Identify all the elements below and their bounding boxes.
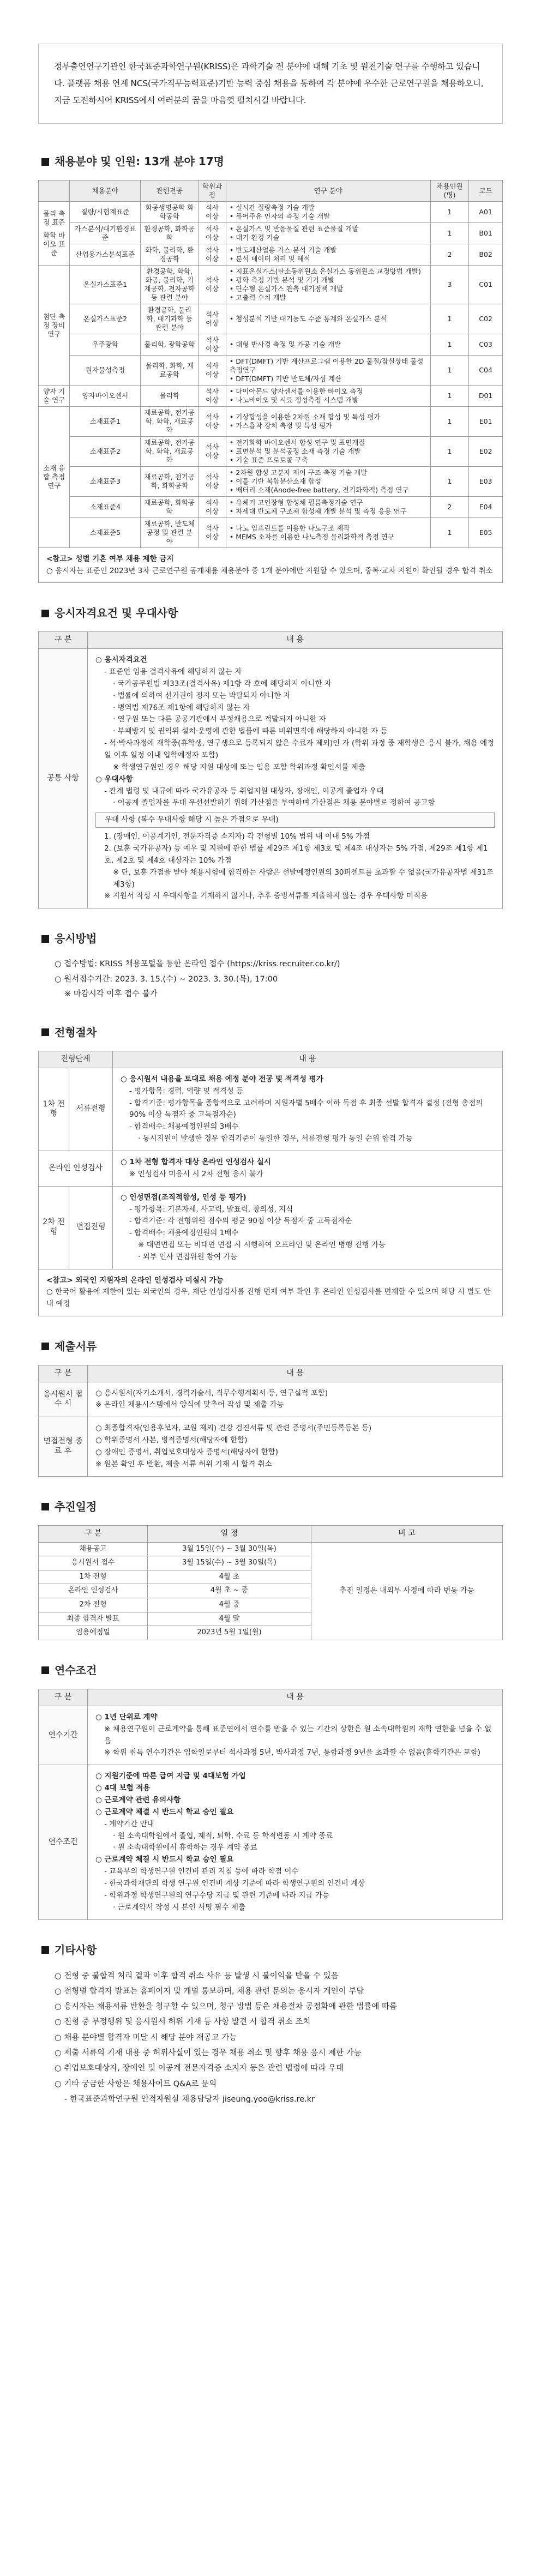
table-row	[39, 407, 503, 437]
major-cell: 환경공학, 물리학, 대기과학 등 관련 분야	[141, 304, 199, 334]
group-label-cell	[39, 407, 70, 548]
major-cell: 물리학	[141, 386, 199, 407]
schedule-header	[39, 1525, 503, 1542]
group-label-cell	[39, 202, 70, 266]
process-note-title: <참고> 외국인 지원자의 온라인 인성검사 미실시 가능	[46, 1275, 224, 1285]
count-cell: 2	[430, 244, 469, 266]
stage-line: · 외부 인사 면접위원 참여 가능	[138, 1253, 238, 1261]
conditions-line: · 원 소속대학원에서 휴학하는 경우 계약 종료	[113, 1843, 257, 1852]
etc-line: ○ 전형 중 부정행위 및 응시원서 허위 기재 등 사항 발견 시 합격 취소 조치	[55, 2018, 311, 2027]
conditions-line: - 학위과정 학생연구원의 연구수당 지급 및 관련 기준에 따라 지급 가능	[104, 1891, 329, 1900]
table-row	[39, 223, 503, 244]
conditions-line: - 한국과학재단의 학생 연구원 인건비 계상 기준에 따라 학생연구원의 인건비 계상	[104, 1879, 365, 1888]
code-cell: C03	[469, 334, 503, 356]
major-cell: 환경공학, 화학, 화공, 물리학, 기계공학, 전자공학 등 관련 분야	[141, 266, 199, 304]
conditions-line: ※ 채용연구원이 근로계약을 통해 표준연에서 연수를 받을 수 있는 기간의 상한은 원 소속대학원의 재학 연한을 넘을 수 없음	[104, 1724, 492, 1746]
stage-line: - 합격배수: 채용예정인원의 1배수	[129, 1229, 239, 1238]
section-title-process	[41, 1024, 503, 1041]
qualifications-table	[38, 631, 503, 908]
schedule-table	[38, 1525, 503, 1640]
table-row	[39, 497, 503, 518]
process-row	[39, 1151, 503, 1186]
group-label: 물리 측정 표준	[43, 209, 65, 226]
etc-line: - 한국표준과학연구원 인적자원실 채용담당자 jiseung.yoo@kriss.re.kr	[64, 2094, 315, 2104]
degree-cell: 석사 이상	[199, 202, 226, 223]
code-cell: C01	[469, 266, 503, 304]
section-title-apply	[41, 930, 503, 947]
section-title-etc	[41, 1942, 503, 1959]
documents-header-content: 내 용	[88, 1365, 503, 1382]
section-title-documents	[41, 1338, 503, 1355]
qualification-line: ※ 지원서 작성 시 우대사항을 기재하지 않거나, 추후 증빙서류를 제출하지 않는 경우 우대사항 미적용	[104, 892, 428, 901]
apply-method-list	[38, 957, 503, 1002]
process-note	[38, 1269, 503, 1316]
stage-content	[113, 1068, 503, 1151]
stage-line: - 합격기준: 각 전형위원 점수의 평균 90점 이상 득점자 중 고득점자순	[129, 1217, 352, 1226]
schedule-header-remark: 비 고	[311, 1525, 503, 1542]
qualification-line: ○ 우대사항	[95, 774, 133, 784]
group-label-cell	[39, 386, 70, 407]
square-bullet-icon	[41, 1028, 49, 1036]
count-cell: 1	[430, 334, 469, 356]
qualification-line: · 법률에 의하여 선거권이 정지 또는 박탈되지 아니한 자	[113, 691, 291, 700]
qualification-line: ※ 단, 보훈 가점을 받아 채용시험에 합격하는 사람은 선발예정인원의 30퍼센트를 초과할 수 없음(국가유공자법 제31조 제3항)	[113, 868, 494, 889]
fields-note-title: <참고> 성별 기혼 여부 채용 제한 금지	[46, 555, 174, 563]
section-title-fields	[41, 153, 503, 170]
stage-content	[113, 1186, 503, 1269]
square-bullet-icon	[41, 1503, 49, 1510]
qualification-line: · 부패방지 및 권익위 설치·운영에 관한 법률에 따른 비위면직에 해당하지 아니한 자 등	[113, 727, 388, 736]
documents-line: ○ 최종합격자(임용후보자, 교원 제외) 건강 검진서류 및 관련 증명서(주민등록등본 등)	[95, 1424, 372, 1433]
qualification-line: · 국가공무원법 제33조(결격사유) 제1항 각 호에 해당하지 아니한 자	[113, 679, 332, 688]
schedule-row	[39, 1542, 503, 1556]
conditions-row	[39, 1706, 503, 1765]
stage-line: ※ 인성검사 미응시 시 2차 전형 응시 불가	[129, 1169, 263, 1178]
section-title-schedule-text: 추진일정	[55, 1500, 97, 1513]
stage-label: 온라인 인성검사	[39, 1151, 113, 1186]
schedule-header-date: 일 정	[148, 1525, 311, 1542]
conditions-header	[39, 1689, 503, 1706]
conditions-line: - 교육부의 학생연구원 인건비 관리 지침 등에 따라 학점 이수	[104, 1867, 299, 1876]
count-cell: 1	[430, 223, 469, 244]
qualifications-header	[39, 632, 503, 649]
conditions-line: ○ 근로계약 체결 시 반드시 학교 승인 필요	[95, 1855, 234, 1864]
code-cell: C02	[469, 304, 503, 334]
research-cell: • 전기화학 바이오센서 합성 연구 및 표면개질 • 표면분석 및 분석공정 소재 측정 기술 개발 • 기술 표준 프로토콜 구축	[226, 437, 430, 467]
count-cell: 1	[430, 304, 469, 334]
qualification-line: - 석·박사과정에 재학중(휴학생, 연구생으로 등록되지 않은 수료자 제외)인 자 (학위 과정 중 재학생은 응시 불가, 채용 예정일 이후 일정 이내 입학예정자 포함)	[104, 739, 495, 760]
schedule-date: 4월 초 ~ 중	[148, 1584, 311, 1598]
documents-line: ※ 원본 확인 후 반환, 제출 서류 허위 기재 시 합격 취소	[95, 1459, 272, 1468]
documents-line: ※ 온라인 채용시스템에서 양식에 맞추어 작성 및 제출 가능	[95, 1400, 284, 1410]
field-cell: 온실가스표준2	[70, 304, 141, 334]
documents-content	[88, 1382, 503, 1417]
section-title-apply-text: 응시방법	[55, 932, 97, 946]
documents-line: ○ 장애인 증명서, 취업보호대상자 증명서(해당자에 한함)	[95, 1447, 278, 1456]
stage-sub-label: 면접전형	[69, 1186, 113, 1269]
table-row	[39, 356, 503, 386]
table-row	[39, 202, 503, 223]
fields-note-text: ○ 응시자는 표준인 2023년 3차 근로연구원 공개채용 채용분야 중 1개 분야에만 지원할 수 있으며, 중복·교차 지원이 확인될 경우 합격 취소	[46, 566, 493, 575]
section-title-qualifications-text: 응시자격요건 및 우대사항	[55, 606, 178, 620]
process-note-text: ○ 한국어 활용에 제한이 있는 외국인의 경우, 재단 인성검사를 진행 면제 여부 확인 후 온라인 인성검사를 면제할 수 있으며 해당 시 별도 안내 예정	[46, 1287, 491, 1309]
count-cell: 1	[430, 407, 469, 437]
fields-header-research: 연구 분야	[226, 180, 430, 202]
qualifications-content	[88, 649, 503, 908]
qualification-line: - 관계 법령 및 내규에 따라 국가유공자 등 취업지원 대상자, 장애인, 이공계 졸업자 우대	[104, 786, 384, 796]
code-cell: E02	[469, 437, 503, 467]
stage-line: - 평가항목: 기본자세, 사고력, 발표력, 창의성, 지식	[129, 1205, 293, 1214]
research-cell: • 실시간 질량측정 기술 개발 • 퓨어주유 인자의 측정 기술 개발	[226, 202, 430, 223]
degree-cell: 석사 이상	[199, 386, 226, 407]
etc-line: ○ 전형 중 불합격 처리 결과 이후 합격 취소 사유 등 발생 시 불이익을 받을 수 있음	[55, 1971, 339, 1981]
code-cell: A01	[469, 202, 503, 223]
research-cell: • 온실가스 및 반응물질 관련 표준물질 개발 • 대기 환경 기술	[226, 223, 430, 244]
count-cell: 1	[430, 356, 469, 386]
degree-cell: 석사 이상	[199, 497, 226, 518]
apply-line: ○ 원서접수기간: 2023. 3. 15.(수) ~ 2023. 3. 30.(목), 17:00	[55, 974, 278, 984]
conditions-line: ○ 근로계약 체결 시 반드시 학교 승인 필요	[95, 1807, 234, 1816]
conditions-header-gubun: 구 분	[39, 1689, 88, 1706]
degree-cell: 석사 이상	[199, 467, 226, 497]
code-cell: E05	[469, 518, 503, 548]
qualification-line: 2. (보훈 국가유공자) 등 예우 및 지원에 관한 법률 제29조 제1항 제3호 및 제4조 대상자는 5% 가점, 제29조 제1항 제1호, 제2호 및 제4호 대상자는 10% 가점	[104, 844, 488, 865]
schedule-date: 4월 중	[148, 1598, 311, 1612]
schedule-date: 4월 말	[148, 1612, 311, 1626]
schedule-date: 3월 15일(수) ~ 3월 30일(목)	[148, 1556, 311, 1570]
qualification-line: ○ 응시자격요건	[95, 655, 147, 665]
group-label-cell	[39, 266, 70, 386]
conditions-line: ※ 학위 취득 연수기간은 입학일로부터 석사과정 5년, 박사과정 7년, 통합과정 9년을 초과할 수 없음(휴학기간은 포함)	[104, 1748, 481, 1758]
field-cell: 가스분석/대기환경표준	[70, 223, 141, 244]
conditions-line: · 근로계약서 작성 시 본인 서명 필수 제출	[113, 1903, 245, 1912]
stage-content	[113, 1151, 503, 1186]
group-label: 소재 융합 측정 연구	[43, 464, 65, 490]
table-row	[39, 304, 503, 334]
stage-line: - 합격배수: 채용예정인원의 3배수	[129, 1122, 239, 1131]
etc-line: ○ 취업보호대상자, 장애인 및 이공계 전문자격증 소지자 등은 관련 법령에 따라 우대	[55, 2064, 344, 2073]
research-cell: • DFT(DMFT) 기반 계산프로그램 이용한 2D 물질/잠실상태 물성 측정연구 • DFT(DMFT) 기반 반도체/자성 계산	[226, 356, 430, 386]
code-cell: E01	[469, 407, 503, 437]
square-bullet-icon	[41, 1946, 49, 1954]
schedule-item: 온라인 인성검사	[39, 1584, 148, 1598]
research-cell: • 지표온실가스(탄소동위원소 온실가스 동위원소 교정방법 개발) • 광학 측정 기반 분석 및 기기 개발 • 단수형 온실가스 관측 대기정책 개발 • 고출력 수치 개발	[226, 266, 430, 304]
fields-header-code: 코드	[469, 180, 503, 202]
intro-box	[38, 44, 503, 124]
degree-cell: 석사 이상	[199, 334, 226, 356]
major-cell: 재료공학, 전기공학, 화학, 재료공학	[141, 437, 199, 467]
fields-table	[38, 180, 503, 548]
research-cell: • 다이아몬드 양자센서를 이용한 바이오 측정 • 나노바이오 및 시료 정성측정 시스템 개발	[226, 386, 430, 407]
table-row	[39, 518, 503, 548]
major-cell: 재료공학, 화학공학	[141, 497, 199, 518]
count-cell: 3	[430, 266, 469, 304]
degree-cell: 석사 이상	[199, 223, 226, 244]
section-title-etc-text: 기타사항	[55, 1943, 97, 1957]
degree-cell: 석사 이상	[199, 407, 226, 437]
section-title-conditions	[41, 1662, 503, 1679]
conditions-line: ○ 근로계약 관련 유의사항	[95, 1796, 181, 1805]
degree-cell: 석사 이상	[199, 304, 226, 334]
major-cell: 환경공학, 화학공학	[141, 223, 199, 244]
field-cell: 질량/시험계표준	[70, 202, 141, 223]
documents-header	[39, 1365, 503, 1382]
etc-line: ○ 채용 분야별 합격자 미달 시 해당 분야 재공고 가능	[55, 2033, 237, 2042]
code-cell: E03	[469, 467, 503, 497]
major-cell: 화학, 물리학, 환경공학	[141, 244, 199, 266]
process-header	[39, 1051, 503, 1068]
etc-list	[38, 1969, 503, 2107]
qualification-line: · 연구원 또는 다른 공공기관에서 부정채용으로 적발되지 아니한 자	[113, 715, 326, 724]
qualifications-label: 공통 사항	[39, 649, 88, 908]
code-cell: B01	[469, 223, 503, 244]
apply-line: ※ 마감시각 이후 접수 불가	[64, 990, 158, 999]
code-cell: C04	[469, 356, 503, 386]
field-cell: 소재표준5	[70, 518, 141, 548]
qualifications-header-content: 내 용	[88, 632, 503, 649]
schedule-item: 임용예정일	[39, 1626, 148, 1640]
group-label: 양자 기술 연구	[43, 387, 65, 404]
documents-label: 면접전형 종료 후	[39, 1417, 88, 1476]
stage-line: · 동시지원이 발생한 경우 합격기준이 동일한 경우, 서류전형 평가 동일 순위 합격 가능	[138, 1134, 413, 1143]
qualification-line: · 이공계 졸업자를 우대 우선선발하기 위해 가산점을 부여하며 가산점은 채용 분야별로 정하여 공고함	[113, 798, 435, 808]
research-cell: • 반도체산업용 가스 분석 기술 개발 • 분석 데이터 처리 및 해석	[226, 244, 430, 266]
major-cell: 재료공학, 전기공학, 화학, 재료공학	[141, 407, 199, 437]
field-cell: 소재표준2	[70, 437, 141, 467]
process-row	[39, 1068, 503, 1151]
group-label: 첨단 측정 장비 연구	[43, 312, 65, 338]
research-cell: • 2차원 합성 고분자 제어 구조 측정 기술 개발 • 이를 기반 복합분산소재 합성 • 배터리 소재(Anode-free battery, 전기화학적) 측정 연구	[226, 467, 430, 497]
conditions-line: - 계약기간 안내	[104, 1819, 154, 1828]
qualification-line: · 병역법 제76조 제1항에 해당하지 않는 자	[113, 703, 250, 712]
stage-line: - 평가항목: 경력, 역량 및 적격성 등	[129, 1086, 244, 1096]
stage-line: ○ 응시원서 내용을 토대로 채용 예정 분야 전공 및 적격성 평가	[121, 1074, 323, 1084]
fields-header-degree: 학위과정	[199, 180, 226, 202]
process-header-stage: 전형단계	[39, 1051, 113, 1068]
fields-header-major: 관련전공	[141, 180, 199, 202]
conditions-content	[88, 1706, 503, 1765]
count-cell: 1	[430, 437, 469, 467]
major-cell: 재료공학, 전기공학, 화학공학	[141, 467, 199, 497]
section-title-process-text: 전형절차	[55, 1025, 97, 1039]
table-row	[39, 467, 503, 497]
fields-header-count: 채용인원(명)	[430, 180, 469, 202]
section-title-qualifications	[41, 605, 503, 622]
conditions-line: ○ 지원기준에 따른 급여 지급 및 4대보험 가입	[95, 1772, 246, 1781]
schedule-item: 최종 합격자 발표	[39, 1612, 148, 1626]
schedule-item: 응시원서 접수	[39, 1556, 148, 1570]
documents-row	[39, 1382, 503, 1417]
schedule-item: 2차 전형	[39, 1598, 148, 1612]
major-cell: 물리학, 화학, 재료공학	[141, 356, 199, 386]
major-cell: 화공생명공학 화학공학	[141, 202, 199, 223]
square-bullet-icon	[41, 610, 49, 617]
qualification-line: 1. (장애인, 이공계기인, 전문자격증 소지자) 각 전형별 10% 범위 내 이내 5% 가점	[104, 832, 370, 841]
schedule-item: 채용공고	[39, 1542, 148, 1556]
conditions-header-content: 내 용	[88, 1689, 503, 1706]
square-bullet-icon	[41, 935, 49, 943]
degree-cell: 석사 이상	[199, 356, 226, 386]
conditions-label: 연수조건	[39, 1765, 88, 1919]
code-cell: B02	[469, 244, 503, 266]
etc-line: ○ 응시자는 채용서류 반환을 청구할 수 있으며, 청구 방법 등은 채용절차 공정화에 관한 법률에 따름	[55, 2002, 398, 2012]
count-cell: 2	[430, 497, 469, 518]
fields-table-header	[39, 180, 503, 202]
field-cell: 소재표준3	[70, 467, 141, 497]
qualification-line: 우대 사항 (복수 우대사항 해당 시 높은 가점으로 우대)	[95, 812, 495, 828]
table-row	[39, 386, 503, 407]
table-row	[39, 334, 503, 356]
schedule-item: 1차 전형	[39, 1570, 148, 1584]
research-cell: • 기상합성을 이용한 2차원 소재 합성 및 특성 평가 • 가스흡착 장치 측정 및 특성 평가	[226, 407, 430, 437]
square-bullet-icon	[41, 1666, 49, 1674]
process-header-content: 내 용	[113, 1051, 503, 1068]
stage-line: ○ 1차 전형 합격자 대상 온라인 인성검사 실시	[121, 1157, 271, 1166]
table-row	[39, 437, 503, 467]
degree-cell: 석사 이상	[199, 437, 226, 467]
count-cell: 1	[430, 386, 469, 407]
qualification-line: - 표준연 임용 결격사유에 해당하지 않는 자	[104, 667, 242, 676]
square-bullet-icon	[41, 158, 49, 166]
documents-header-gubun: 구 분	[39, 1365, 88, 1382]
conditions-table	[38, 1689, 503, 1920]
stage-label: 2차 전형	[39, 1186, 69, 1269]
stage-line: - 합격기준: 평가항목을 종합적으로 고려하며 지원자별 5배수 이하 득점 후 최종 선발 합격자 결정 (전형 총점의 90% 이상 득점자 중 고득점자순)	[129, 1098, 483, 1120]
major-cell: 물리학, 광학공학	[141, 334, 199, 356]
degree-cell: 석사 이상	[199, 244, 226, 266]
schedule-date: 4월 초	[148, 1570, 311, 1584]
degree-cell: 석사 이상	[199, 518, 226, 548]
documents-line: ○ 학위증명서 사본, 병적증명서(해당자에 한함)	[95, 1436, 248, 1445]
apply-line: ○ 접수방법: KRISS 채용포털을 통한 온라인 접수 (https://kriss.recruiter.co.kr/)	[55, 960, 340, 969]
count-cell: 1	[430, 202, 469, 223]
code-cell: E04	[469, 497, 503, 518]
fields-note	[38, 548, 503, 583]
major-cell: 재료공학, 반도체 공정 및 관련 분야	[141, 518, 199, 548]
field-cell: 소재표준4	[70, 497, 141, 518]
code-cell: D01	[469, 386, 503, 407]
etc-line: ○ 제출 서류의 기재 내용 중 허위사실이 있는 경우 채용 취소 및 향후 채용 응시 제한 가능	[55, 2048, 362, 2057]
conditions-line: ○ 1년 단위로 계약	[95, 1712, 158, 1722]
process-table	[38, 1051, 503, 1269]
section-title-fields-text: 채용분야 및 인원: 13개 분야 17명	[55, 155, 224, 168]
qualifications-header-gubun: 구 분	[39, 632, 88, 649]
section-title-conditions-text: 연수조건	[55, 1663, 97, 1677]
conditions-line: · 원 소속대학원에서 졸업, 제적, 퇴학, 수료 등 학적변동 시 계약 종료	[113, 1831, 333, 1840]
schedule-remark: 추진 일정은 내외부 사정에 따라 변동 가능	[311, 1542, 503, 1640]
degree-cell: 석사 이상	[199, 266, 226, 304]
documents-content	[88, 1417, 503, 1476]
research-cell: • 나노 임프린트를 이용한 나노구조 제작 • MEMS 소자를 이용한 나노측정 물리화학적 측정 연구	[226, 518, 430, 548]
schedule-header-gubun: 구 분	[39, 1525, 148, 1542]
schedule-date: 2023년 5월 1일(월)	[148, 1626, 311, 1640]
table-row	[39, 244, 503, 266]
field-cell: 산업용가스분석표준	[70, 244, 141, 266]
fields-header-group	[39, 180, 70, 202]
conditions-label: 연수기간	[39, 1706, 88, 1765]
documents-line: ○ 응시원서(자기소개서, 경력기술서, 직무수행계획서 등, 연구실적 포함)	[95, 1388, 328, 1398]
square-bullet-icon	[41, 1343, 49, 1350]
count-cell: 1	[430, 518, 469, 548]
conditions-row	[39, 1765, 503, 1919]
qualification-line: ※ 학생연구원인 경우 해당 지원 대상에 또는 임용 포함 학위과정 확인서를 제출	[113, 762, 365, 772]
stage-sub-label: 서류전형	[69, 1068, 113, 1151]
etc-line: ○ 기타 궁금한 사항은 채용사이트 Q&A로 문의	[55, 2079, 217, 2089]
stage-line: ○ 인성면접(조직적합성, 인성 등 평가)	[121, 1193, 247, 1202]
etc-line: ○ 전형별 합격자 발표는 홈페이지 및 개별 통보하며, 채용 관련 문의는 응시자 개인이 부담	[55, 1987, 364, 1996]
schedule-date: 3월 15일(수) ~ 3월 30일(목)	[148, 1542, 311, 1556]
table-row	[39, 266, 503, 304]
section-title-documents-text: 제출서류	[55, 1339, 97, 1353]
process-row	[39, 1186, 503, 1269]
conditions-line: ○ 4대 보험 적용	[95, 1784, 151, 1793]
intro-text: 정부출연연구기관인 한국표준과학연구원(KRISS)은 과학기술 전 분야에 대해 기초 및 원천기술 연구를 수행하고 있습니다. 플랫폼 채용 연계 NCS(국가직무능력표준)기반 능력 중심 채용을 통하여 각 분야에 우수한 근로연구원을 채용하오니, 지금 도전하시어 KRISS에서 여러분의 꿈을 마음껏 펼치시길 바랍니다.	[54, 62, 484, 105]
field-cell: 원자물성측정	[70, 356, 141, 386]
count-cell: 1	[430, 467, 469, 497]
research-cell: • 대형 반사경 측정 및 가공 기술 개발	[226, 334, 430, 356]
field-cell: 양자바이오센서	[70, 386, 141, 407]
stage-line: ※ 대면면접 또는 비대면 면접 시 시행하여 오프라인 및 온라인 병행 진행 가능	[138, 1241, 386, 1250]
documents-row	[39, 1417, 503, 1476]
research-cell: • 유체기 고인장형 합성체 필름측정기술 연구 • 차세대 반도체 구조체 합성체 개발 분석 및 측정 응용 연구	[226, 497, 430, 518]
documents-table	[38, 1365, 503, 1477]
field-cell: 우주광학	[70, 334, 141, 356]
field-cell: 소재표준1	[70, 407, 141, 437]
fields-header-field: 채용분야	[70, 180, 141, 202]
group-label: 화학 바이오 표준	[43, 231, 65, 257]
documents-label: 응시원서 접수 시	[39, 1382, 88, 1417]
conditions-content	[88, 1765, 503, 1919]
qualifications-row	[39, 649, 503, 908]
stage-label: 1차 전형	[39, 1068, 69, 1151]
research-cell: • 첨성분석 기반 대기농도 수준 통계와 온실가스 분석	[226, 304, 430, 334]
field-cell: 온실가스표준1	[70, 266, 141, 304]
section-title-schedule	[41, 1498, 503, 1515]
